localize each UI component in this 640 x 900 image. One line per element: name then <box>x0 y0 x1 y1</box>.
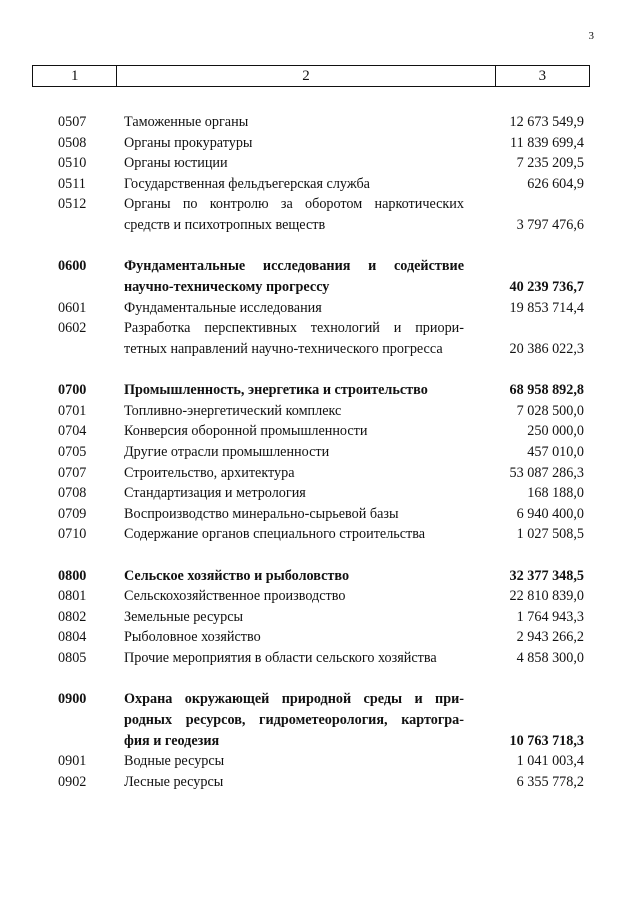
row-amount: 250 000,0 <box>527 423 584 440</box>
column-header-2: 2 <box>117 66 495 87</box>
row-code: 0508 <box>58 134 87 151</box>
row-name-line: Сельскохозяйственное производство <box>124 588 346 605</box>
row-name-line: Государственная фельдъегерская служба <box>124 175 370 192</box>
row-name-line: Топливно-энергетический комплекс <box>124 402 342 419</box>
row-amount: 19 853 714,4 <box>509 299 584 316</box>
row-name <box>124 483 464 504</box>
row-amount: 2 943 266,2 <box>516 629 584 646</box>
row-name <box>124 442 464 463</box>
row-amount: 12 673 549,9 <box>509 114 584 130</box>
section-row <box>0 256 640 297</box>
row-amount: 4 858 300,0 <box>516 650 584 667</box>
row-amount: 20 386 022,3 <box>509 340 584 357</box>
row-amount: 1 764 943,3 <box>516 608 584 625</box>
row-code: 0710 <box>58 526 87 543</box>
row-code: 0704 <box>58 423 87 440</box>
row-name <box>124 380 464 401</box>
row-name <box>124 751 464 772</box>
row-name-line: Конверсия оборонной промышленности <box>124 423 368 440</box>
row-code: 0705 <box>58 443 87 460</box>
row-code: 0507 <box>58 114 87 130</box>
row-name-line: Прочие мероприятия в области сельского хозяйства <box>124 650 437 667</box>
row-name <box>124 421 464 442</box>
table-row <box>0 194 640 235</box>
row-name <box>124 401 464 422</box>
section-row <box>0 689 640 751</box>
table-row <box>0 153 640 174</box>
row-amount: 7 235 209,5 <box>516 155 584 172</box>
table-row <box>0 463 640 484</box>
row-name-line: Водные ресурсы <box>124 753 225 770</box>
row-amount: 6 940 400,0 <box>516 505 584 522</box>
row-code: 0707 <box>58 464 87 481</box>
row-code: 0902 <box>58 773 87 790</box>
row-code: 0511 <box>58 175 86 192</box>
column-header-table <box>32 65 590 87</box>
row-code: 0510 <box>58 155 87 172</box>
row-name-line: Содержание органов специального строительства <box>124 526 426 543</box>
row-code: 0805 <box>58 650 87 667</box>
table-row <box>0 483 640 504</box>
row-name-line: Лесные ресурсы <box>124 773 224 790</box>
row-name <box>124 112 464 133</box>
row-code: 0901 <box>58 753 87 770</box>
row-name-line: Стандартизация и метрология <box>124 485 306 502</box>
row-amount: 68 958 892,8 <box>509 382 584 399</box>
row-name-line: средств и психотропных веществ <box>124 216 326 233</box>
table-row <box>0 524 640 545</box>
row-name <box>124 194 464 235</box>
column-header-3: 3 <box>495 66 589 87</box>
row-amount: 32 377 348,5 <box>509 567 584 584</box>
table-row <box>0 112 640 133</box>
section-row <box>0 566 640 587</box>
table-row <box>0 751 640 772</box>
row-code: 0708 <box>58 485 87 502</box>
row-code: 0700 <box>58 382 87 399</box>
row-amount: 457 010,0 <box>527 443 584 460</box>
table-row <box>0 627 640 648</box>
row-name-line: Рыболовное хозяйство <box>124 629 261 646</box>
row-name <box>124 689 464 751</box>
row-name-line: Органы прокуратуры <box>124 134 253 151</box>
row-name <box>124 133 464 154</box>
table-row <box>0 607 640 628</box>
table-row <box>0 504 640 525</box>
row-name <box>124 256 464 297</box>
column-header-row <box>33 66 590 87</box>
row-code: 0800 <box>58 567 87 584</box>
row-code: 0900 <box>58 691 87 708</box>
row-amount: 6 355 778,2 <box>516 773 584 790</box>
row-name <box>124 318 464 359</box>
row-amount: 40 239 736,7 <box>509 278 584 295</box>
row-amount: 168 188,0 <box>527 485 584 502</box>
row-name <box>124 463 464 484</box>
row-amount: 3 797 476,6 <box>516 216 584 233</box>
table-row <box>0 772 640 793</box>
row-name-line: Органы по контролю за оборотом наркотических <box>124 196 464 213</box>
table-row <box>0 318 640 359</box>
row-name-line: Фундаментальные исследования и содействие <box>124 258 464 275</box>
row-code: 0600 <box>58 258 87 275</box>
row-name <box>124 524 464 545</box>
table-row <box>0 174 640 195</box>
table-row <box>0 298 640 319</box>
row-code: 0701 <box>58 402 87 419</box>
row-code: 0602 <box>58 320 87 337</box>
row-name <box>124 153 464 174</box>
budget-table-body <box>0 112 640 792</box>
row-amount: 626 604,9 <box>527 175 584 192</box>
row-code: 0802 <box>58 608 87 625</box>
row-amount: 53 087 286,3 <box>509 464 584 481</box>
row-name-line: тетных направлений научно-технического прогресса <box>124 340 443 357</box>
row-name-line: Органы юстиции <box>124 155 228 172</box>
row-name-line: Таможенные органы <box>124 114 249 130</box>
row-name-line: родных ресурсов, гидрометеорология, картогра- <box>124 712 464 729</box>
row-code: 0804 <box>58 629 87 646</box>
row-code: 0709 <box>58 505 87 522</box>
row-name-line: Строительство, архитектура <box>124 464 295 481</box>
row-name <box>124 586 464 607</box>
page-number: 3 <box>588 30 594 42</box>
table-row <box>0 421 640 442</box>
table-row <box>0 442 640 463</box>
row-name <box>124 607 464 628</box>
row-amount: 7 028 500,0 <box>516 402 584 419</box>
table-row <box>0 401 640 422</box>
row-name-line: фия и геодезия <box>124 732 220 749</box>
row-code: 0512 <box>58 196 87 213</box>
row-name-line: Сельское хозяйство и рыболовство <box>124 567 350 584</box>
row-amount: 22 810 839,0 <box>509 588 584 605</box>
row-code: 0801 <box>58 588 87 605</box>
row-name <box>124 627 464 648</box>
row-name <box>124 648 464 669</box>
section-row <box>0 380 640 401</box>
row-name-line: научно-техническому прогрессу <box>124 278 330 295</box>
row-amount: 1 041 003,4 <box>516 753 584 770</box>
row-name <box>124 772 464 793</box>
row-code: 0601 <box>58 299 87 316</box>
row-name <box>124 566 464 587</box>
row-name <box>124 504 464 525</box>
table-row <box>0 648 640 669</box>
row-name-line: Разработка перспективных технологий и приори- <box>124 320 464 337</box>
row-amount: 10 763 718,3 <box>509 732 584 749</box>
column-header-1: 1 <box>33 66 117 87</box>
row-name-line: Воспроизводство минерально-сырьевой базы <box>124 505 399 522</box>
row-amount: 1 027 508,5 <box>516 526 584 543</box>
row-name-line: Охрана окружающей природной среды и при- <box>124 691 464 708</box>
row-name <box>124 298 464 319</box>
table-row <box>0 133 640 154</box>
row-name <box>124 174 464 195</box>
row-name-line: Промышленность, энергетика и строительство <box>124 382 428 399</box>
row-name-line: Фундаментальные исследования <box>124 299 322 316</box>
table-row <box>0 586 640 607</box>
row-name-line: Земельные ресурсы <box>124 608 244 625</box>
row-name-line: Другие отрасли промышленности <box>124 443 330 460</box>
row-amount: 11 839 699,4 <box>510 134 584 151</box>
